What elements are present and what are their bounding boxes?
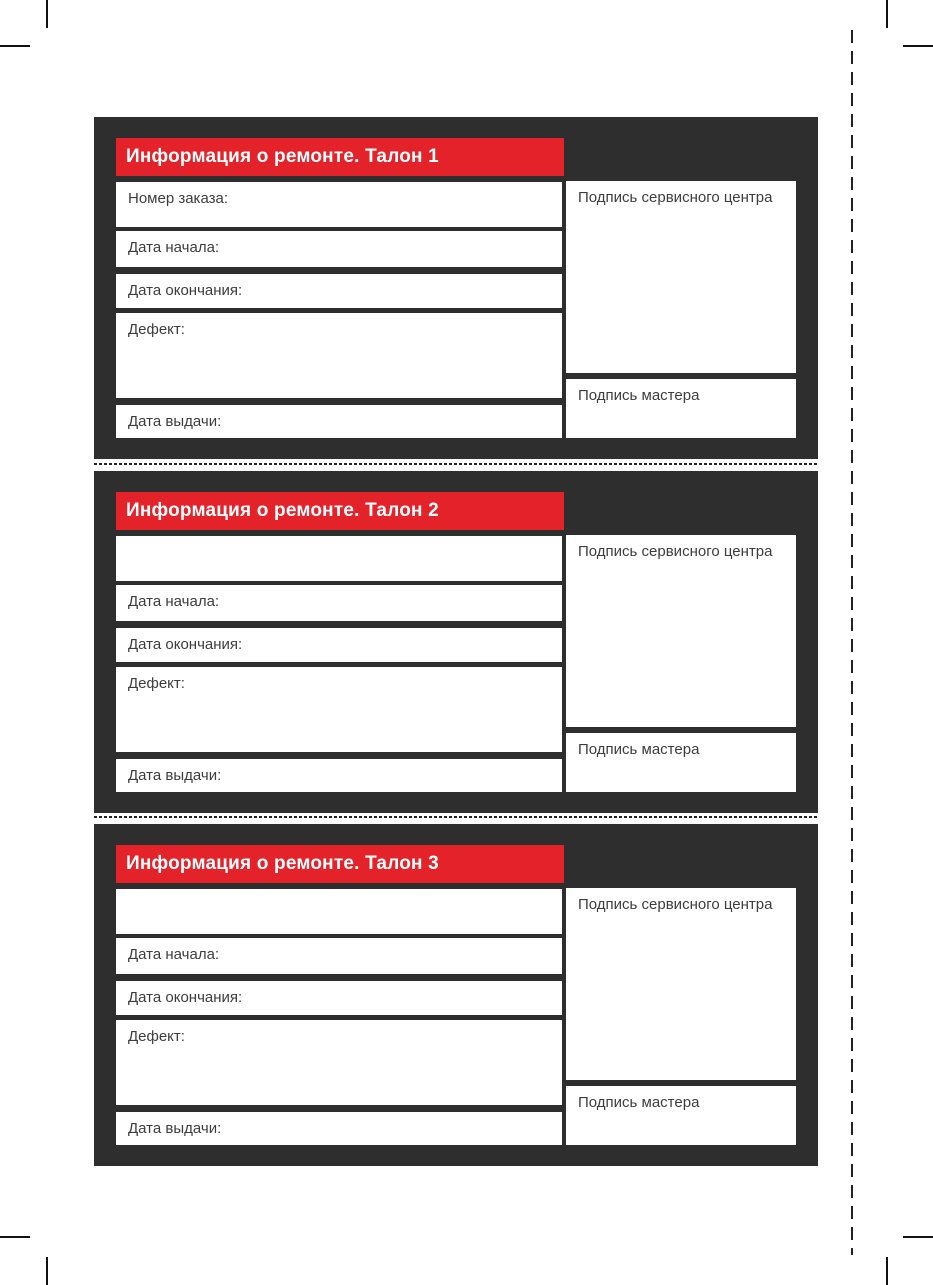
field-start-date-label: Дата начала: — [128, 239, 220, 256]
service-center-signature-label: Подпись сервисного центра — [578, 189, 773, 206]
crop-mark-top-left-vertical — [46, 0, 48, 28]
field-master-signature[interactable] — [566, 733, 796, 792]
field-end-date-label: Дата окончания: — [128, 282, 243, 299]
field-master-signature[interactable] — [566, 379, 796, 438]
field-end-date[interactable] — [116, 628, 562, 662]
field-defect-label: Дефект: — [128, 675, 185, 692]
coupon-title: Информация о ремонте. Талон 2 — [126, 500, 439, 521]
field-order-number-label — [116, 889, 562, 897]
field-defect[interactable] — [116, 313, 562, 398]
cut-line-vertical-dashed — [851, 30, 853, 1255]
field-issue-date[interactable] — [116, 405, 562, 438]
crop-mark-top-right-horizontal — [903, 45, 933, 47]
field-defect-label: Дефект: — [128, 321, 185, 338]
crop-mark-bottom-left-horizontal — [0, 1236, 30, 1238]
coupon-panel-1 — [94, 117, 818, 459]
coupon-panel-2 — [94, 471, 818, 813]
field-defect[interactable] — [116, 1020, 562, 1105]
coupon-title: Информация о ремонте. Талон 1 — [126, 146, 439, 167]
field-end-date[interactable] — [116, 274, 562, 308]
field-order-number[interactable] — [116, 889, 562, 934]
field-service-center-signature[interactable] — [566, 888, 796, 1080]
master-signature-label: Подпись мастера — [578, 387, 700, 404]
field-issue-date-label: Дата выдачи: — [128, 413, 222, 430]
service-center-signature-label: Подпись сервисного центра — [578, 543, 773, 560]
coupon-title-bar — [116, 845, 564, 883]
coupon-title: Информация о ремонте. Талон 3 — [126, 853, 439, 874]
field-order-number[interactable] — [116, 182, 562, 227]
coupon-title-bar — [116, 138, 564, 176]
field-issue-date-label: Дата выдачи: — [128, 1120, 222, 1137]
dotted-separator-2 — [94, 816, 818, 818]
coupon-panel-3 — [94, 824, 818, 1166]
master-signature-label: Подпись мастера — [578, 741, 700, 758]
field-start-date[interactable] — [116, 938, 562, 974]
crop-mark-top-right-vertical — [886, 0, 888, 28]
service-center-signature-label: Подпись сервисного центра — [578, 896, 773, 913]
field-start-date[interactable] — [116, 585, 562, 621]
field-issue-date-label: Дата выдачи: — [128, 767, 222, 784]
field-service-center-signature[interactable] — [566, 535, 796, 727]
coupon-title-bar — [116, 492, 564, 530]
crop-mark-bottom-left-vertical — [46, 1257, 48, 1285]
field-end-date-label: Дата окончания: — [128, 636, 243, 653]
field-end-date[interactable] — [116, 981, 562, 1015]
field-issue-date[interactable] — [116, 759, 562, 792]
field-master-signature[interactable] — [566, 1086, 796, 1145]
field-defect[interactable] — [116, 667, 562, 752]
field-order-number[interactable] — [116, 536, 562, 581]
field-start-date-label: Дата начала: — [128, 946, 220, 963]
field-issue-date[interactable] — [116, 1112, 562, 1145]
field-defect-label: Дефект: — [128, 1028, 185, 1045]
crop-mark-bottom-right-horizontal — [903, 1236, 933, 1238]
dotted-separator-1 — [94, 463, 818, 465]
crop-mark-top-left-horizontal — [0, 45, 30, 47]
master-signature-label: Подпись мастера — [578, 1094, 700, 1111]
field-end-date-label: Дата окончания: — [128, 989, 243, 1006]
field-start-date-label: Дата начала: — [128, 593, 220, 610]
field-order-number-label: Номер заказа: — [128, 190, 229, 207]
field-service-center-signature[interactable] — [566, 181, 796, 373]
field-order-number-label — [116, 536, 562, 544]
crop-mark-bottom-right-vertical — [886, 1257, 888, 1285]
field-start-date[interactable] — [116, 231, 562, 267]
